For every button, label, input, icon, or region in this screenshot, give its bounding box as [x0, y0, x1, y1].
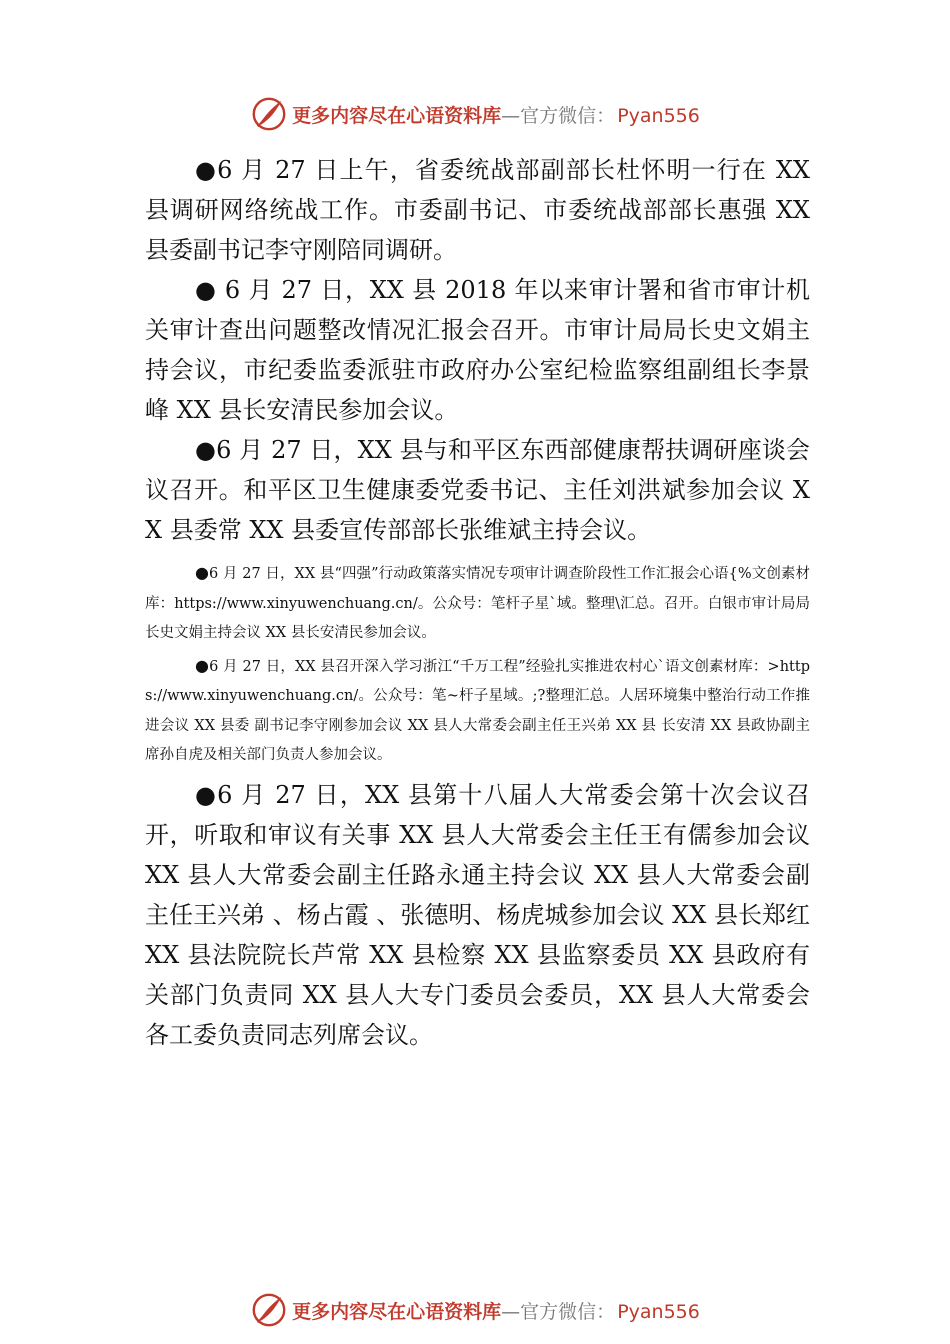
footer-text [292, 1297, 700, 1324]
header-dash: — [501, 104, 521, 127]
bullet-icon: ● [195, 780, 218, 809]
paragraph-5 [145, 651, 810, 771]
header-wechat-label: 官方微信： [520, 104, 616, 127]
bullet-icon: ● [195, 276, 217, 304]
document-body [145, 150, 810, 1055]
paragraph-text: 6 月 27 日，XX 县第十八届人大常委会第十次会议召开，听取和审议有关事 XX 县人大常委会主任王有儒参加会议 XX 县人大常委会副主任路永通主持会议 XX 县人大常委会副主任王兴弟 、杨占霞 、张德明、杨虎城参加会议 XX 县长郑红 XX 县法院院长芦常 XX 县检察 XX 县监察委员 XX 县政府有关部门负责同 XX 县人大专门委员会委员，XX 县人大常委会各工委负责同志列席会议。 [145, 780, 810, 1049]
paragraph-3 [145, 430, 810, 550]
paragraph-1 [145, 150, 810, 270]
paragraph-text: 6 月 27 日，XX 县 2018 年以来审计署和省市审计机关审计查出问题整改情况汇报会召开。市审计局局长史文娟主持会议，市纪委监委派驻市政府办公室纪检监察组副组长李景峰 XX 县长安清民参加会议。 [145, 276, 810, 424]
paragraph-2 [145, 270, 810, 430]
paragraph-4 [145, 558, 810, 649]
quill-logo-icon [250, 1291, 288, 1329]
footer-dash: — [501, 1300, 521, 1323]
paragraph-text: 6 月 27 日，XX 县与和平区东西部健康帮扶调研座谈会议召开。和平区卫生健康委党委书记、主任刘洪斌参加会议 XX 县委常 XX 县委宣传部部长张维斌主持会议。 [145, 436, 810, 544]
paragraph-text: 6 月 27 日，XX 县召开深入学习浙江“千万工程”经验扎实推进农村心`语文创素材库：>https://www.xinyuwenchuang.cn/。公众号：笔~杆子星域。;?整理汇总。人居环境集中整治行动工作推进会议 XX 县委 副书记李守刚参加会议 XX 县人大常委会副主任王兴弟 XX 县 长安清 XX 县政协副主席孙自虎及相关部门负责人参加会议。 [145, 658, 810, 763]
bullet-icon: ● [195, 563, 210, 582]
bullet-icon: ● [195, 156, 218, 184]
paragraph-text: 6 月 27 日，XX 县“四强”行动政策落实情况专项审计调查阶段性工作汇报会心语{%文创素材库：https://www.xinyuwenchuang.cn/。公众号：笔杆子星`域。整理\汇总。召开。白银市审计局局长史文娟主持会议 XX 县长安清民参加会议。 [145, 566, 810, 641]
paragraph-6 [145, 775, 810, 1055]
bullet-icon: ● [195, 436, 217, 464]
footer-banner [0, 1290, 950, 1330]
header-wechat-id: Pyan556 [617, 104, 700, 127]
quill-logo-icon [250, 95, 288, 133]
header-text [292, 101, 700, 128]
paragraph-text: 6 月 27 日上午，省委统战部副部长杜怀明一行在 XX 县调研网络统战工作。市委副书记、市委统战部部长惠强 XX 县委副书记李守刚陪同调研。 [145, 156, 810, 264]
footer-wechat-label: 官方微信： [520, 1300, 616, 1323]
footer-brand: 更多内容尽在心语资料库 [292, 1300, 502, 1323]
footer-wechat-id: Pyan556 [617, 1300, 700, 1323]
header-banner [0, 94, 950, 134]
bullet-icon: ● [195, 655, 210, 675]
header-brand: 更多内容尽在心语资料库 [292, 104, 502, 127]
